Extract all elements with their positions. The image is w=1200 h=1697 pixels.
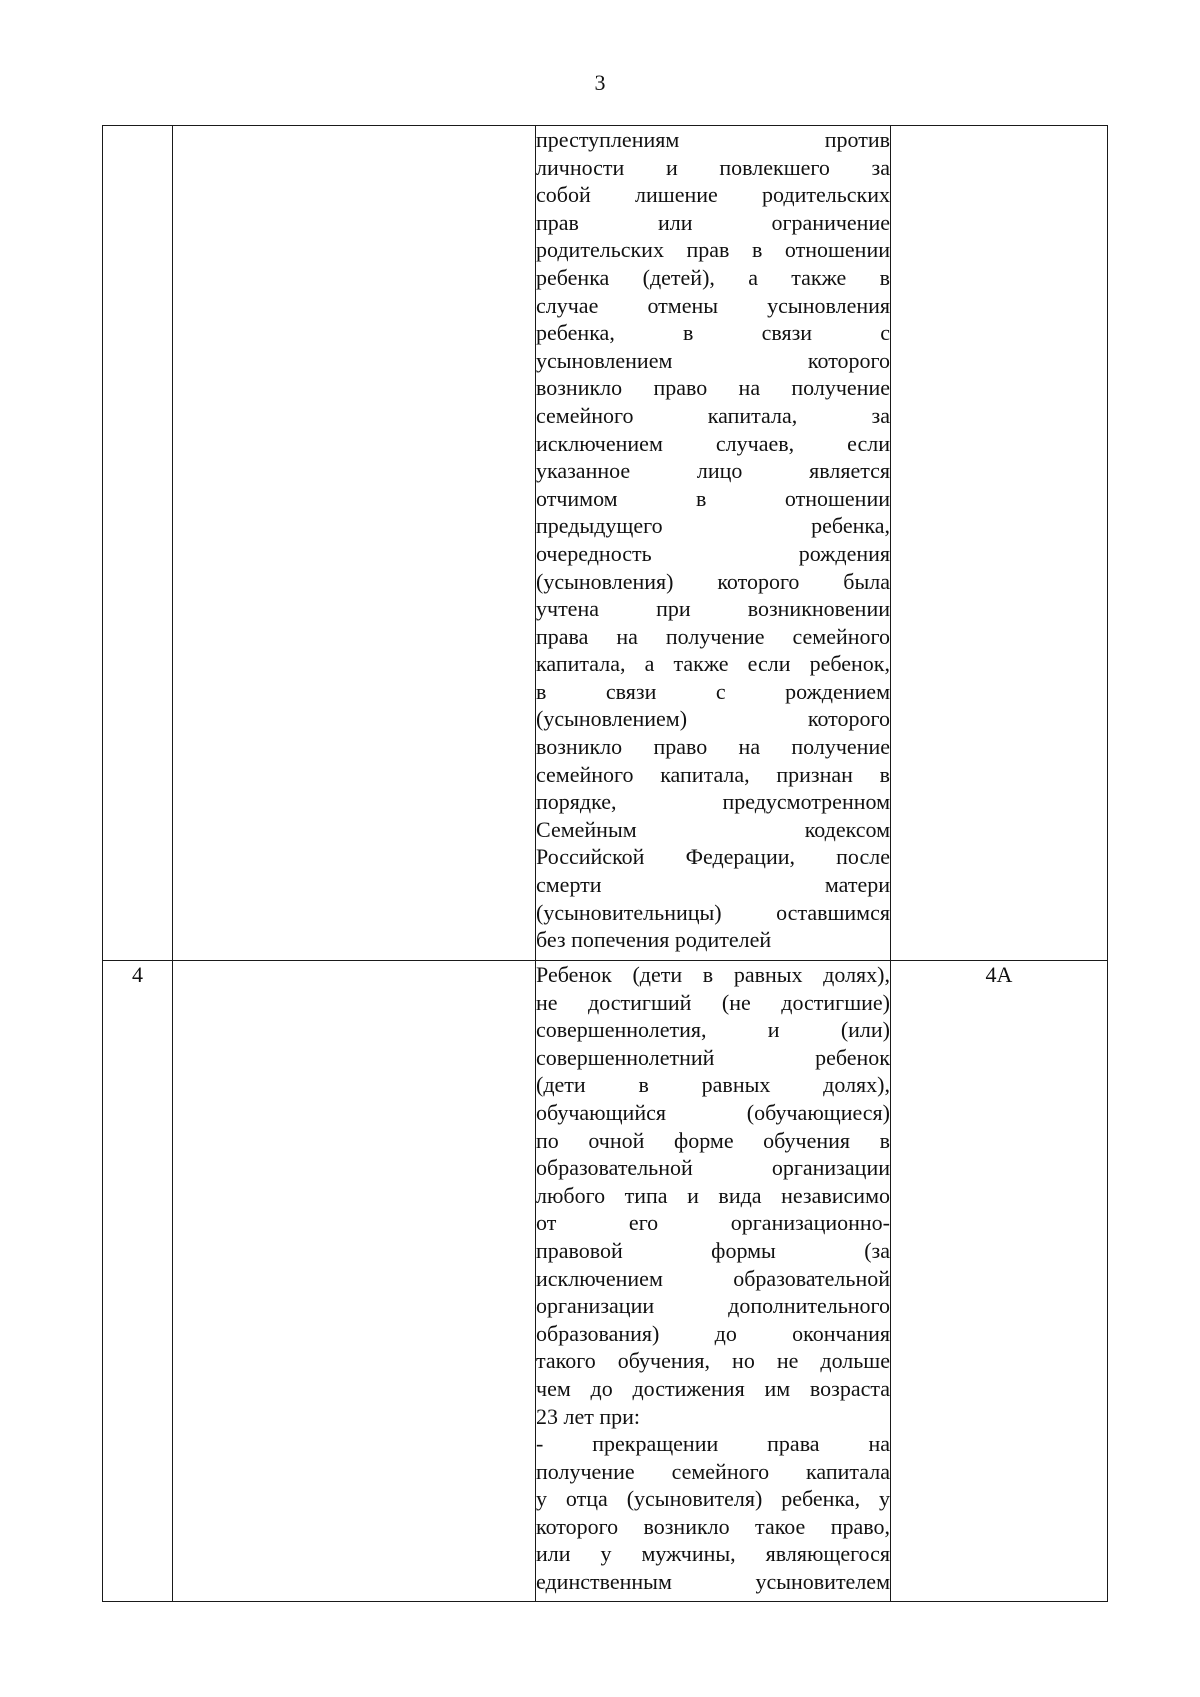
text-line: чем до достижения им возраста (536, 1375, 890, 1401)
text-line: организации дополнительного (536, 1293, 890, 1319)
text-line: образовательной организации (536, 1155, 890, 1181)
text-line: семейного капитала, признан в (536, 761, 890, 787)
text-line: случае отмены усыновления (536, 292, 890, 318)
text-line: родительских прав в отношении (536, 237, 890, 263)
text-line: (дети в равных долях), (536, 1072, 890, 1098)
row-description-cell (173, 126, 536, 961)
row-text-cell (536, 126, 891, 961)
text-line: или у мужчины, являющегося (536, 1541, 890, 1567)
text-line: в связи с рождением (536, 678, 890, 704)
row-code-cell (891, 126, 1108, 961)
text-line: обучающийся (обучающиеся) (536, 1099, 890, 1125)
text-line: получение семейного капитала (536, 1458, 890, 1484)
text-line: семейного капитала, за (536, 402, 890, 428)
text-line: Российской Федерации, после (536, 844, 890, 870)
text-line: учтена при возникновении (536, 596, 890, 622)
text-line: которого возникло такое право, (536, 1513, 890, 1539)
text-line: по очной форме обучения в (536, 1127, 890, 1153)
text-line: возникло право на получение (536, 375, 890, 401)
text-line: - прекращении права на (536, 1431, 890, 1457)
text-line: преступлениям против (536, 127, 890, 152)
row-number-cell: 4 (103, 961, 173, 1602)
text-line: собой лишение родительских (536, 182, 890, 208)
text-line: (усыновительницы) оставшимся (536, 899, 890, 925)
text-line: личности и повлекшего за (536, 154, 890, 180)
row-description-cell (173, 961, 536, 1602)
text-line: усыновлением которого (536, 347, 890, 373)
text-line: без попечения родителей (536, 927, 772, 953)
text-line: любого типа и вида независимо (536, 1182, 890, 1208)
text-line: (усыновлением) которого (536, 706, 890, 732)
row-code-cell: 4А (891, 961, 1108, 1602)
text-line: указанное лицо является (536, 458, 890, 484)
text-line: совершеннолетия, и (или) (536, 1017, 890, 1043)
text-line: от его организационно- (536, 1210, 890, 1236)
text-line: Ребенок (дети в равных долях), (536, 962, 890, 987)
text-line: права на получение семейного (536, 623, 890, 649)
table-row (103, 126, 1108, 961)
text-line: единственным усыновителем (536, 1569, 890, 1595)
text-line: такого обучения, но не дольше (536, 1348, 890, 1374)
text-line: 23 лет при: (536, 1403, 641, 1429)
text-line: не достигший (не достигшие) (536, 989, 890, 1015)
text-line: отчимом в отношении (536, 485, 890, 511)
text-line: исключением случаев, если (536, 430, 890, 456)
page-number: 3 (594, 70, 606, 95)
document-table (102, 125, 1108, 1602)
text-line: капитала, а также если ребенок, (536, 651, 890, 677)
text-line: у отца (усыновителя) ребенка, у (536, 1486, 890, 1512)
text-line: возникло право на получение (536, 734, 890, 760)
text-line: смерти матери (536, 872, 890, 898)
table-row (103, 961, 1108, 1602)
text-line: Семейным кодексом (536, 816, 890, 842)
text-line: правовой формы (за (536, 1237, 890, 1263)
row-text-cell (536, 961, 891, 1602)
text-line: ребенка, в связи с (536, 320, 890, 346)
text-line: очередность рождения (536, 540, 890, 566)
text-line: прав или ограничение (536, 209, 890, 235)
text-line: совершеннолетний ребенок (536, 1044, 890, 1070)
text-line: (усыновления) которого была (536, 568, 890, 594)
text-line: порядке, предусмотренном (536, 789, 890, 815)
text-line: ребенка (детей), а также в (536, 264, 890, 290)
text-line: образования) до окончания (536, 1320, 890, 1346)
row-number-cell (103, 126, 173, 961)
text-line: предыдущего ребенка, (536, 513, 890, 539)
text-line: исключением образовательной (536, 1265, 890, 1291)
